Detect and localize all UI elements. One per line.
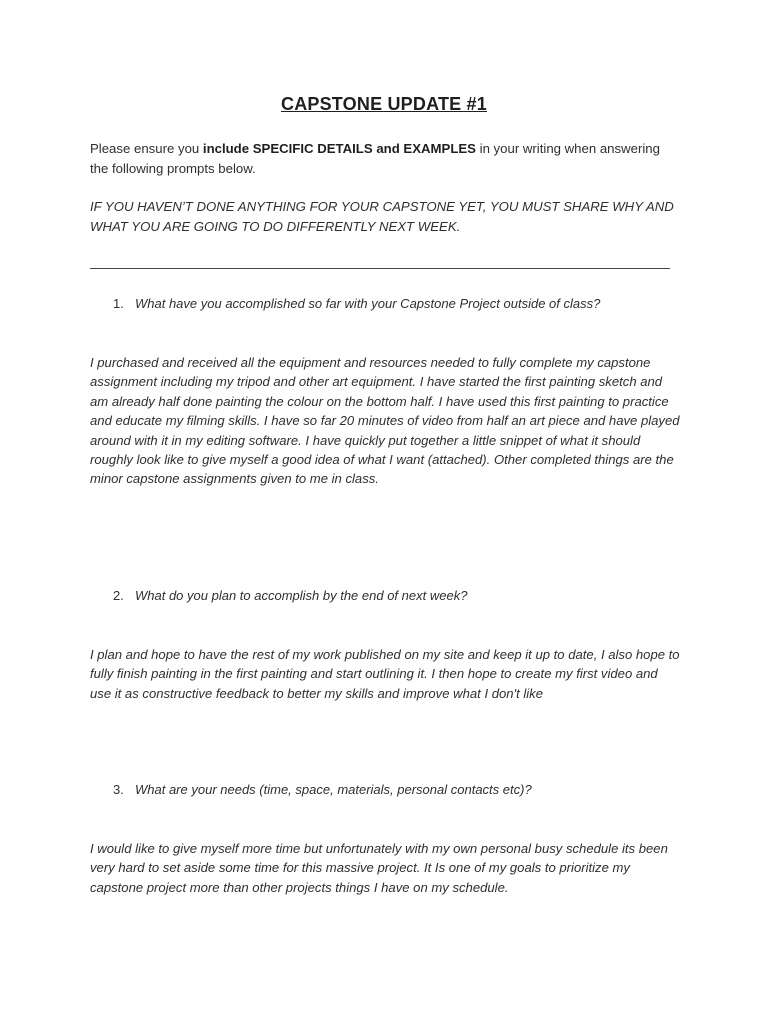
question-1 (113, 294, 673, 313)
answer-3: I would like to give myself more time but unfortunately with my own personal busy schedule its been very hard to set aside some time for this massive project. It Is one of my goals to prioritize my capstone project more than other projects things I have on my schedule. (90, 841, 668, 895)
instructions-text-end: in your writing when answering the following prompts below. (90, 141, 660, 176)
instructions-emphasis: include SPECIFIC DETAILS and EXAMPLES (202, 141, 476, 156)
question-3-number: 3. (113, 782, 124, 797)
warning-paragraph: IF YOU HAVEN’T DONE ANYTHING FOR YOUR CAPSTONE YET, YOU MUST SHARE WHY AND WHAT YOU ARE GOING TO DO DIFFERENTLY NEXT WEEK. (90, 199, 674, 234)
question-2-number: 2. (113, 588, 124, 603)
question-3 (113, 780, 673, 799)
instructions-text-start: Please ensure you (90, 141, 203, 156)
document-title: CAPSTONE UPDATE #1 (281, 94, 487, 114)
separator-line (90, 268, 670, 269)
answer-2: I plan and hope to have the rest of my work published on my site and keep it up to date, I also hope to fully finish painting in the first painting and start outlining it. I then hope to create my first video and use it as constructive feedback to better my skills and improve what I don't like (90, 647, 680, 701)
answer-1: I purchased and received all the equipment and resources needed to fully complete my capstone assignment including my tripod and other art equipment. I have started the first painting sketch and am already half done painting the colour on the bottom half. I have used this first painting to practice and educate my filming skills. I have so far 20 minutes of video from half an art piece and have played around with it in my editing software. I have quickly put together a little snippet of what it should roughly look like to give myself a good idea of what I want (attached). Other completed things are the minor capstone assignments given to me in class. (90, 355, 680, 487)
question-2-text: What do you plan to accomplish by the end of next week? (135, 588, 468, 603)
question-3-text: What are your needs (time, space, materials, personal contacts etc)? (135, 782, 532, 797)
instructions-paragraph (90, 139, 680, 178)
question-1-number: 1. (113, 296, 124, 311)
question-1-text: What have you accomplished so far with your Capstone Project outside of class? (135, 296, 601, 311)
question-2 (113, 586, 673, 605)
